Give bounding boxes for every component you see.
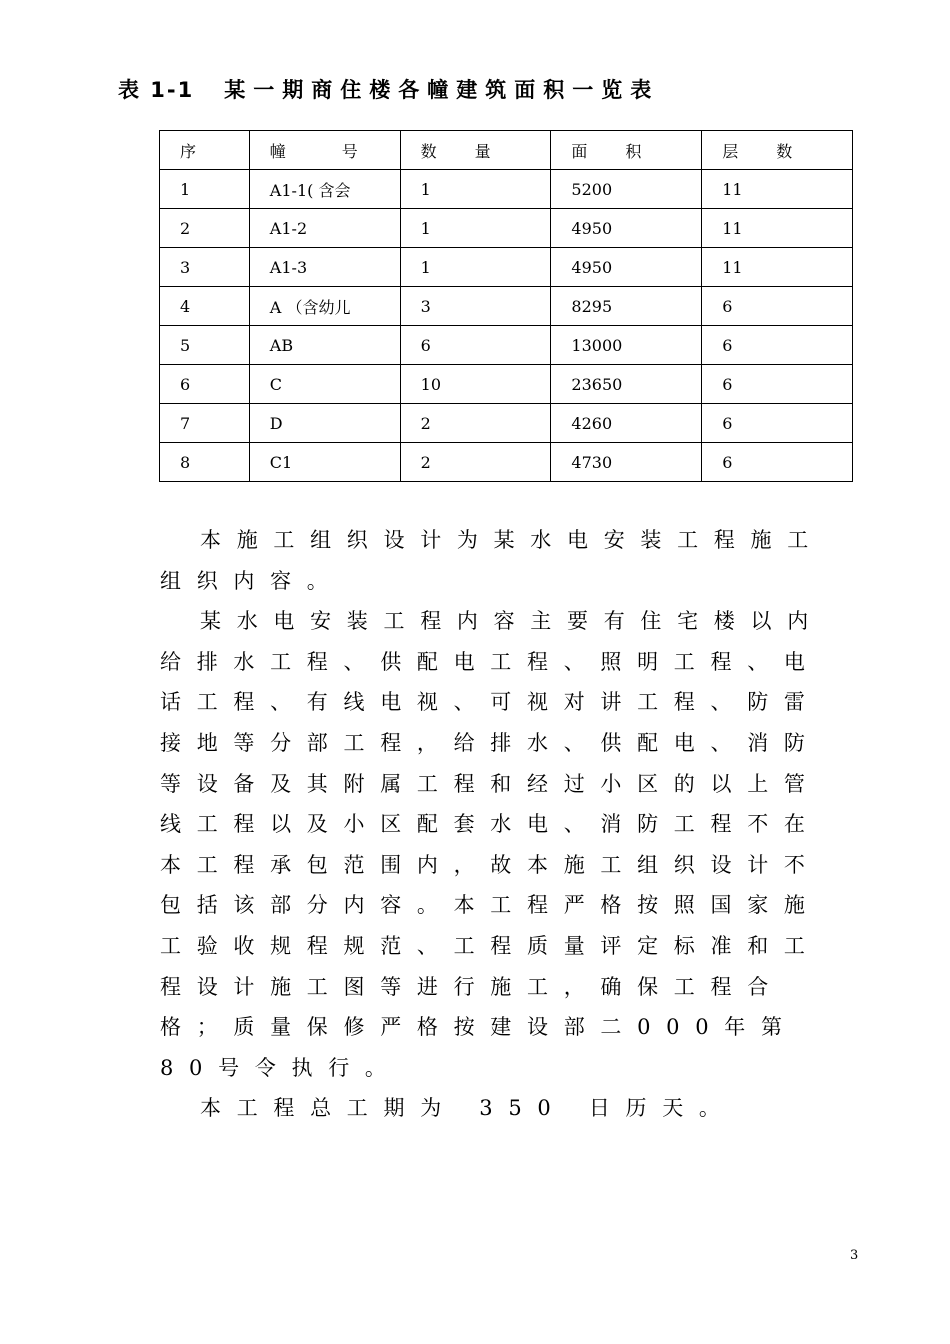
cell-seq: 4 xyxy=(160,287,250,326)
cell-quantity: 2 xyxy=(400,443,551,482)
cell-building: A1-2 xyxy=(249,209,400,248)
table-number: 表 1-1 xyxy=(118,78,195,102)
paragraph-duration: 本工程总工期为 350 日历天。 xyxy=(200,1096,736,1121)
table-caption xyxy=(118,74,838,104)
header-seq: 序 xyxy=(160,131,250,170)
cell-quantity: 2 xyxy=(400,404,551,443)
table-row xyxy=(160,287,853,326)
table-row xyxy=(160,209,853,248)
cell-area: 23650 xyxy=(551,365,702,404)
cell-quantity: 3 xyxy=(400,287,551,326)
table-row xyxy=(160,404,853,443)
cell-quantity: 1 xyxy=(400,209,551,248)
cell-floors: 11 xyxy=(702,170,853,209)
cell-area: 4950 xyxy=(551,209,702,248)
body-text xyxy=(160,520,850,1129)
cell-building: D xyxy=(249,404,400,443)
cell-seq: 2 xyxy=(160,209,250,248)
cell-area: 13000 xyxy=(551,326,702,365)
table-row xyxy=(160,170,853,209)
cell-area: 4950 xyxy=(551,248,702,287)
table-title: 某一期商住楼各幢建筑面积一览表 xyxy=(224,78,660,102)
table-header-row xyxy=(160,131,853,170)
header-quantity: 数 量 xyxy=(400,131,551,170)
cell-building: A1-1( 含会 xyxy=(249,170,400,209)
table-row xyxy=(160,443,853,482)
cell-area: 4260 xyxy=(551,404,702,443)
cell-quantity: 1 xyxy=(400,248,551,287)
cell-seq: 6 xyxy=(160,365,250,404)
cell-seq: 5 xyxy=(160,326,250,365)
cell-floors: 6 xyxy=(702,404,853,443)
cell-floors: 11 xyxy=(702,248,853,287)
cell-building: C xyxy=(249,365,400,404)
cell-floors: 6 xyxy=(702,287,853,326)
cell-seq: 3 xyxy=(160,248,250,287)
table-row xyxy=(160,248,853,287)
cell-quantity: 1 xyxy=(400,170,551,209)
paragraph-intro: 本施工组织设计为某水电安装工程施工组织内容。 xyxy=(160,528,824,593)
cell-floors: 6 xyxy=(702,326,853,365)
building-area-table xyxy=(159,130,853,482)
cell-floors: 11 xyxy=(702,209,853,248)
cell-floors: 6 xyxy=(702,443,853,482)
cell-building: C1 xyxy=(249,443,400,482)
paragraph-scope: 某水电安装工程内容主要有住宅楼以内给排水工程、供配电工程、照明工程、电话工程、有线电视、可视对讲工程、防雷接地等分部工程，给排水、供配电、消防等设备及其附属工程和经过小区的以上管线工程以及小区配套水电、消防工程不在本工程承包范围内，故本施工组织设计不包括该部分内容。本工程严格按照国家施工验收规程规范、工程质量评定标准和工程设计施工图等进行施工，确保工程合格；质量保修严格按建设部二000年第80号令执行。 xyxy=(160,609,824,1080)
cell-quantity: 6 xyxy=(400,326,551,365)
cell-seq: 1 xyxy=(160,170,250,209)
cell-area: 8295 xyxy=(551,287,702,326)
cell-seq: 7 xyxy=(160,404,250,443)
cell-area: 5200 xyxy=(551,170,702,209)
cell-area: 4730 xyxy=(551,443,702,482)
cell-seq: 8 xyxy=(160,443,250,482)
header-building: 幢 号 xyxy=(249,131,400,170)
table-row xyxy=(160,326,853,365)
cell-quantity: 10 xyxy=(400,365,551,404)
table-row xyxy=(160,365,853,404)
cell-building: A1-3 xyxy=(249,248,400,287)
cell-floors: 6 xyxy=(702,365,853,404)
header-floors: 层 数 xyxy=(702,131,853,170)
header-area: 面 积 xyxy=(551,131,702,170)
cell-building: A （含幼儿 xyxy=(249,287,400,326)
page-number: 3 xyxy=(850,1248,859,1263)
cell-building: AB xyxy=(249,326,400,365)
